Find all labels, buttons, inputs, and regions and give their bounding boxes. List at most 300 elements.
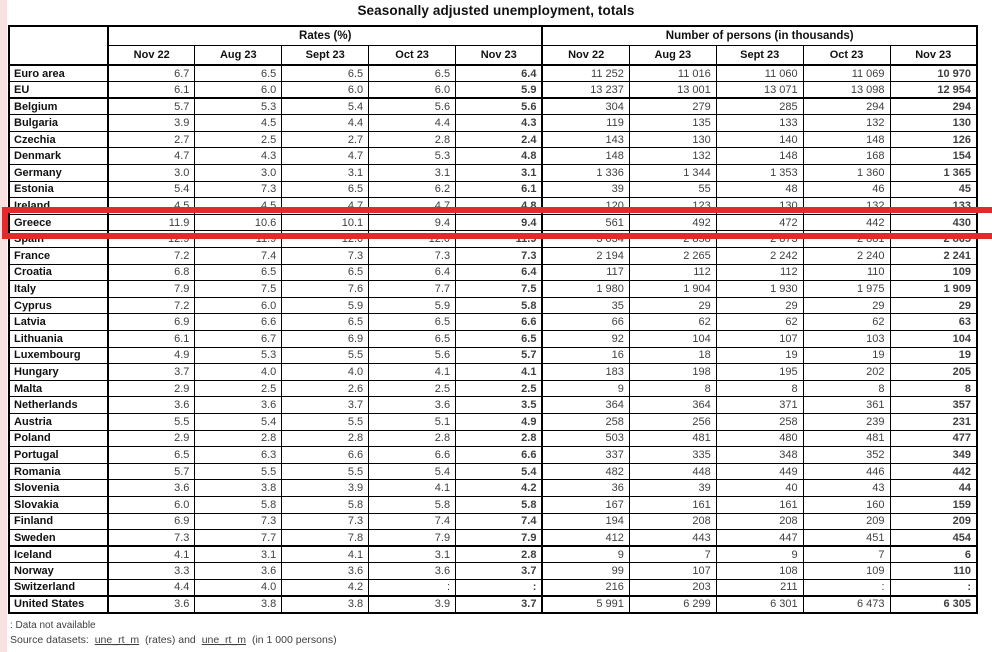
persons-cell-sept-23: 480 <box>716 430 803 447</box>
country-cell: Slovenia <box>9 480 108 497</box>
rates-cell-nov-23: 5.8 <box>456 496 543 513</box>
persons-cell-nov-23: 133 <box>890 198 977 215</box>
period-header-rates-3: Oct 23 <box>369 45 456 65</box>
rates-cell-nov-22: 5.7 <box>108 463 195 480</box>
country-cell: Iceland <box>9 546 108 563</box>
persons-cell-nov-23: 19 <box>890 347 977 364</box>
persons-cell-oct-23: 110 <box>803 264 890 281</box>
persons-cell-nov-23: 12 954 <box>890 82 977 99</box>
persons-cell-nov-23: 357 <box>890 397 977 414</box>
persons-cell-nov-22: 1 980 <box>542 281 629 298</box>
period-header-persons-0: Nov 22 <box>542 45 629 65</box>
persons-cell-nov-22: 304 <box>542 98 629 115</box>
rates-cell-nov-23: 5.6 <box>456 98 543 115</box>
footnote-source-line <box>10 634 337 646</box>
persons-cell-nov-22: 561 <box>542 214 629 231</box>
rates-cell-oct-23: 12.0 <box>369 231 456 248</box>
rates-cell-nov-23: 3.1 <box>456 165 543 182</box>
rates-cell-nov-23: : <box>456 579 543 596</box>
persons-cell-nov-22: 258 <box>542 413 629 430</box>
rates-cell-oct-23: 5.6 <box>369 347 456 364</box>
period-header-rates-4: Nov 23 <box>456 45 543 65</box>
persons-cell-nov-22: 16 <box>542 347 629 364</box>
country-cell: Denmark <box>9 148 108 165</box>
rates-cell-sept-23: 6.5 <box>282 264 369 281</box>
rates-cell-nov-23: 5.4 <box>456 463 543 480</box>
rates-cell-oct-23: 6.2 <box>369 181 456 198</box>
persons-cell-nov-23: 44 <box>890 480 977 497</box>
rates-cell-nov-22: 3.7 <box>108 364 195 381</box>
persons-cell-sept-23: 285 <box>716 98 803 115</box>
rates-cell-aug-23: 3.0 <box>195 165 282 182</box>
rates-cell-nov-23: 4.2 <box>456 480 543 497</box>
rates-cell-sept-23: 7.6 <box>282 281 369 298</box>
table-row-denmark <box>9 148 977 165</box>
left-edge-strip <box>0 0 7 652</box>
rates-cell-aug-23: 3.6 <box>195 563 282 580</box>
persons-cell-nov-23: 154 <box>890 148 977 165</box>
rates-cell-nov-23: 9.4 <box>456 214 543 231</box>
persons-cell-nov-22: 36 <box>542 480 629 497</box>
unemployment-table <box>8 25 978 614</box>
persons-cell-aug-23: 62 <box>629 314 716 331</box>
country-cell: Poland <box>9 430 108 447</box>
persons-cell-sept-23: 8 <box>716 380 803 397</box>
rates-cell-nov-22: 6.8 <box>108 264 195 281</box>
persons-cell-nov-22: 120 <box>542 198 629 215</box>
rates-cell-oct-23: 3.9 <box>369 596 456 613</box>
rates-cell-nov-22: 7.3 <box>108 530 195 547</box>
persons-cell-aug-23: 132 <box>629 148 716 165</box>
persons-cell-nov-23: 29 <box>890 297 977 314</box>
persons-cell-nov-22: 143 <box>542 131 629 148</box>
period-header-persons-4: Nov 23 <box>890 45 977 65</box>
persons-cell-nov-22: 9 <box>542 380 629 397</box>
rates-cell-oct-23: 7.3 <box>369 248 456 265</box>
table-row-bulgaria <box>9 115 977 132</box>
rates-cell-oct-23: 7.4 <box>369 513 456 530</box>
persons-cell-oct-23: 361 <box>803 397 890 414</box>
rates-cell-aug-23: 4.0 <box>195 579 282 596</box>
table-row-malta <box>9 380 977 397</box>
rates-cell-aug-23: 6.3 <box>195 447 282 464</box>
rates-cell-nov-23: 6.4 <box>456 65 543 82</box>
persons-cell-sept-23: 348 <box>716 447 803 464</box>
rates-cell-nov-23: 7.5 <box>456 281 543 298</box>
rates-cell-nov-23: 5.8 <box>456 297 543 314</box>
persons-cell-nov-22: 216 <box>542 579 629 596</box>
persons-cell-nov-22: 117 <box>542 264 629 281</box>
rates-cell-nov-23: 4.8 <box>456 198 543 215</box>
source-dataset-link-rates[interactable]: une_rt_m <box>94 634 140 646</box>
table-row-spain <box>9 231 977 248</box>
persons-cell-nov-23: 442 <box>890 463 977 480</box>
country-cell: France <box>9 248 108 265</box>
rates-cell-nov-23: 6.1 <box>456 181 543 198</box>
persons-cell-sept-23: 48 <box>716 181 803 198</box>
persons-cell-aug-23: 13 001 <box>629 82 716 99</box>
table-row-austria <box>9 413 977 430</box>
rates-cell-nov-22: 5.4 <box>108 181 195 198</box>
rates-cell-oct-23: 7.9 <box>369 530 456 547</box>
rates-cell-sept-23: 4.1 <box>282 546 369 563</box>
table-row-ireland <box>9 198 977 215</box>
corner-cell <box>9 26 108 65</box>
persons-cell-oct-23: 46 <box>803 181 890 198</box>
table-row-slovenia <box>9 480 977 497</box>
persons-cell-oct-23: 29 <box>803 297 890 314</box>
rates-cell-nov-22: 6.7 <box>108 65 195 82</box>
rates-cell-oct-23: 7.7 <box>369 281 456 298</box>
rates-cell-aug-23: 11.9 <box>195 231 282 248</box>
rates-cell-nov-22: 4.7 <box>108 148 195 165</box>
rates-cell-oct-23: 5.3 <box>369 148 456 165</box>
rates-cell-sept-23: 4.2 <box>282 579 369 596</box>
country-cell: Slovakia <box>9 496 108 513</box>
persons-cell-aug-23: 2 858 <box>629 231 716 248</box>
persons-cell-sept-23: 40 <box>716 480 803 497</box>
country-cell: Austria <box>9 413 108 430</box>
country-cell: Switzerland <box>9 579 108 596</box>
rates-cell-nov-23: 7.3 <box>456 248 543 265</box>
persons-cell-nov-22: 13 237 <box>542 82 629 99</box>
persons-cell-oct-23: 2 240 <box>803 248 890 265</box>
persons-cell-sept-23: 195 <box>716 364 803 381</box>
persons-cell-oct-23: 202 <box>803 364 890 381</box>
table-row-germany <box>9 165 977 182</box>
rates-cell-nov-23: 3.7 <box>456 596 543 613</box>
table-row-croatia <box>9 264 977 281</box>
footnote-data-not-available: : Data not available <box>10 620 96 631</box>
persons-cell-sept-23: 208 <box>716 513 803 530</box>
period-header-rates-1: Aug 23 <box>195 45 282 65</box>
persons-cell-nov-23: 231 <box>890 413 977 430</box>
persons-cell-nov-23: 430 <box>890 214 977 231</box>
rates-cell-aug-23: 7.4 <box>195 248 282 265</box>
rates-cell-nov-23: 6.6 <box>456 447 543 464</box>
rates-cell-sept-23: 5.5 <box>282 463 369 480</box>
source-dataset-link-persons[interactable]: une_rt_m <box>201 634 247 646</box>
rates-cell-sept-23: 5.5 <box>282 347 369 364</box>
rates-cell-aug-23: 5.8 <box>195 496 282 513</box>
rates-cell-oct-23: 6.5 <box>369 331 456 348</box>
rates-cell-sept-23: 12.0 <box>282 231 369 248</box>
persons-cell-sept-23: 19 <box>716 347 803 364</box>
rates-cell-nov-22: 3.3 <box>108 563 195 580</box>
persons-cell-nov-23: 8 <box>890 380 977 397</box>
rates-cell-nov-22: 3.6 <box>108 480 195 497</box>
persons-cell-aug-23: 161 <box>629 496 716 513</box>
rates-cell-oct-23: 6.6 <box>369 447 456 464</box>
rates-cell-sept-23: 3.1 <box>282 165 369 182</box>
persons-cell-oct-23: 62 <box>803 314 890 331</box>
persons-cell-aug-23: 18 <box>629 347 716 364</box>
rates-cell-oct-23: 4.4 <box>369 115 456 132</box>
persons-cell-oct-23: 442 <box>803 214 890 231</box>
rates-cell-nov-23: 4.8 <box>456 148 543 165</box>
persons-cell-aug-23: 448 <box>629 463 716 480</box>
persons-cell-sept-23: 62 <box>716 314 803 331</box>
table-row-sweden <box>9 530 977 547</box>
rates-cell-nov-22: 4.5 <box>108 198 195 215</box>
rates-cell-oct-23: 3.1 <box>369 165 456 182</box>
persons-cell-sept-23: 29 <box>716 297 803 314</box>
table-row-italy <box>9 281 977 298</box>
persons-cell-sept-23: 2 873 <box>716 231 803 248</box>
rates-cell-oct-23: 6.5 <box>369 314 456 331</box>
rates-cell-aug-23: 7.3 <box>195 513 282 530</box>
rates-cell-nov-22: 2.9 <box>108 430 195 447</box>
rates-cell-sept-23: 7.3 <box>282 248 369 265</box>
persons-cell-aug-23: 11 016 <box>629 65 716 82</box>
rates-cell-nov-23: 3.7 <box>456 563 543 580</box>
country-cell: Spain <box>9 231 108 248</box>
persons-cell-nov-23: 110 <box>890 563 977 580</box>
rates-cell-oct-23: 5.1 <box>369 413 456 430</box>
persons-cell-aug-23: 55 <box>629 181 716 198</box>
persons-cell-nov-23: 63 <box>890 314 977 331</box>
rates-cell-aug-23: 7.5 <box>195 281 282 298</box>
persons-cell-oct-23: 239 <box>803 413 890 430</box>
persons-cell-aug-23: 335 <box>629 447 716 464</box>
persons-cell-oct-23: 13 098 <box>803 82 890 99</box>
table-row-greece <box>9 214 977 231</box>
rates-cell-sept-23: 4.7 <box>282 198 369 215</box>
rates-cell-oct-23: 2.8 <box>369 430 456 447</box>
rates-cell-oct-23: 3.6 <box>369 397 456 414</box>
table-row-eu <box>9 82 977 99</box>
rates-cell-nov-22: 6.9 <box>108 314 195 331</box>
persons-cell-nov-22: 167 <box>542 496 629 513</box>
rates-cell-nov-22: 3.6 <box>108 596 195 613</box>
rates-cell-aug-23: 3.1 <box>195 546 282 563</box>
rates-cell-sept-23: 4.4 <box>282 115 369 132</box>
persons-cell-aug-23: 104 <box>629 331 716 348</box>
persons-cell-nov-23: 294 <box>890 98 977 115</box>
rates-cell-sept-23: 5.9 <box>282 297 369 314</box>
rates-cell-sept-23: 2.6 <box>282 380 369 397</box>
table-row-euro-area <box>9 65 977 82</box>
persons-cell-sept-23: 11 060 <box>716 65 803 82</box>
persons-cell-oct-23: 352 <box>803 447 890 464</box>
country-cell: Latvia <box>9 314 108 331</box>
persons-cell-nov-22: 66 <box>542 314 629 331</box>
persons-cell-oct-23: 294 <box>803 98 890 115</box>
persons-cell-aug-23: 256 <box>629 413 716 430</box>
rates-cell-nov-23: 2.8 <box>456 430 543 447</box>
table-row-france <box>9 248 977 265</box>
persons-cell-nov-22: 1 336 <box>542 165 629 182</box>
rates-cell-oct-23: 6.0 <box>369 82 456 99</box>
rates-cell-sept-23: 5.8 <box>282 496 369 513</box>
table-row-switzerland <box>9 579 977 596</box>
persons-cell-nov-22: 148 <box>542 148 629 165</box>
table-row-norway <box>9 563 977 580</box>
period-header-persons-3: Oct 23 <box>803 45 890 65</box>
country-cell: Germany <box>9 165 108 182</box>
persons-cell-nov-22: 92 <box>542 331 629 348</box>
table-row-estonia <box>9 181 977 198</box>
persons-cell-sept-23: 1 353 <box>716 165 803 182</box>
country-cell: Croatia <box>9 264 108 281</box>
persons-cell-aug-23: 203 <box>629 579 716 596</box>
rates-cell-nov-22: 7.2 <box>108 248 195 265</box>
rates-cell-aug-23: 7.3 <box>195 181 282 198</box>
country-cell: Norway <box>9 563 108 580</box>
country-cell: Lithuania <box>9 331 108 348</box>
persons-cell-aug-23: 1 344 <box>629 165 716 182</box>
rates-cell-nov-23: 5.9 <box>456 82 543 99</box>
rates-cell-oct-23: 3.1 <box>369 546 456 563</box>
rates-cell-sept-23: 6.5 <box>282 65 369 82</box>
rates-cell-oct-23: 5.9 <box>369 297 456 314</box>
persons-cell-aug-23: 112 <box>629 264 716 281</box>
country-cell: Euro area <box>9 65 108 82</box>
persons-cell-sept-23: 371 <box>716 397 803 414</box>
table-row-united-states <box>9 596 977 613</box>
persons-cell-sept-23: 1 930 <box>716 281 803 298</box>
persons-cell-sept-23: 108 <box>716 563 803 580</box>
persons-cell-oct-23: 19 <box>803 347 890 364</box>
persons-cell-sept-23: 13 071 <box>716 82 803 99</box>
rates-cell-aug-23: 4.0 <box>195 364 282 381</box>
table-row-czechia <box>9 131 977 148</box>
persons-cell-aug-23: 492 <box>629 214 716 231</box>
persons-cell-nov-22: 11 252 <box>542 65 629 82</box>
rates-cell-aug-23: 2.5 <box>195 131 282 148</box>
rates-cell-nov-23: 2.5 <box>456 380 543 397</box>
persons-cell-nov-22: 9 <box>542 546 629 563</box>
rates-cell-aug-23: 6.5 <box>195 264 282 281</box>
country-cell: Ireland <box>9 198 108 215</box>
rates-cell-oct-23: 6.5 <box>369 65 456 82</box>
persons-cell-aug-23: 2 265 <box>629 248 716 265</box>
persons-cell-oct-23: : <box>803 579 890 596</box>
persons-cell-aug-23: 29 <box>629 297 716 314</box>
persons-cell-aug-23: 279 <box>629 98 716 115</box>
persons-cell-oct-23: 109 <box>803 563 890 580</box>
rates-cell-sept-23: 6.5 <box>282 314 369 331</box>
rates-cell-aug-23: 5.5 <box>195 463 282 480</box>
rates-cell-nov-22: 3.9 <box>108 115 195 132</box>
period-header-persons-1: Aug 23 <box>629 45 716 65</box>
rates-cell-nov-22: 6.9 <box>108 513 195 530</box>
rates-cell-nov-23: 7.9 <box>456 530 543 547</box>
persons-cell-sept-23: 449 <box>716 463 803 480</box>
persons-cell-sept-23: 258 <box>716 413 803 430</box>
rates-cell-aug-23: 6.5 <box>195 65 282 82</box>
rates-cell-nov-23: 4.9 <box>456 413 543 430</box>
persons-cell-oct-23: 481 <box>803 430 890 447</box>
table-row-hungary <box>9 364 977 381</box>
persons-cell-sept-23: 148 <box>716 148 803 165</box>
rates-cell-aug-23: 5.3 <box>195 98 282 115</box>
rates-cell-aug-23: 6.0 <box>195 82 282 99</box>
rates-cell-sept-23: 6.0 <box>282 82 369 99</box>
rates-cell-sept-23: 4.0 <box>282 364 369 381</box>
rates-cell-sept-23: 7.8 <box>282 530 369 547</box>
rates-cell-nov-23: 4.3 <box>456 115 543 132</box>
persons-cell-oct-23: 103 <box>803 331 890 348</box>
rates-cell-aug-23: 6.6 <box>195 314 282 331</box>
persons-cell-nov-23: 109 <box>890 264 977 281</box>
rates-cell-nov-23: 7.4 <box>456 513 543 530</box>
country-cell: United States <box>9 596 108 613</box>
rates-cell-nov-22: 6.0 <box>108 496 195 513</box>
rates-cell-sept-23: 6.5 <box>282 181 369 198</box>
rates-cell-sept-23: 2.7 <box>282 131 369 148</box>
rates-cell-sept-23: 5.5 <box>282 413 369 430</box>
country-cell: Italy <box>9 281 108 298</box>
persons-cell-nov-23: 1 909 <box>890 281 977 298</box>
table-row-netherlands <box>9 397 977 414</box>
rates-cell-nov-22: 5.7 <box>108 98 195 115</box>
rates-cell-aug-23: 4.5 <box>195 115 282 132</box>
persons-cell-sept-23: 107 <box>716 331 803 348</box>
table-row-portugal <box>9 447 977 464</box>
persons-cell-nov-23: 6 305 <box>890 596 977 613</box>
country-cell: Estonia <box>9 181 108 198</box>
rates-cell-nov-23: 11.9 <box>456 231 543 248</box>
persons-cell-oct-23: 168 <box>803 148 890 165</box>
persons-cell-oct-23: 2 881 <box>803 231 890 248</box>
rates-cell-sept-23: 3.8 <box>282 596 369 613</box>
country-cell: Romania <box>9 463 108 480</box>
persons-cell-nov-22: 337 <box>542 447 629 464</box>
persons-cell-nov-22: 119 <box>542 115 629 132</box>
persons-cell-nov-22: 482 <box>542 463 629 480</box>
persons-cell-nov-22: 503 <box>542 430 629 447</box>
page-title: Seasonally adjusted unemployment, totals <box>357 3 635 18</box>
persons-cell-nov-23: 209 <box>890 513 977 530</box>
persons-cell-sept-23: 2 242 <box>716 248 803 265</box>
persons-cell-aug-23: 39 <box>629 480 716 497</box>
rates-cell-sept-23: 6.9 <box>282 331 369 348</box>
persons-cell-sept-23: 140 <box>716 131 803 148</box>
country-cell: Cyprus <box>9 297 108 314</box>
rates-cell-oct-23: 2.8 <box>369 131 456 148</box>
rates-cell-sept-23: 2.8 <box>282 430 369 447</box>
persons-cell-nov-23: 104 <box>890 331 977 348</box>
period-header-rates-0: Nov 22 <box>108 45 195 65</box>
persons-cell-nov-22: 364 <box>542 397 629 414</box>
persons-cell-oct-23: 1 975 <box>803 281 890 298</box>
col-group-persons: Number of persons (in thousands) <box>542 26 977 45</box>
table-row-poland <box>9 430 977 447</box>
persons-cell-aug-23: 481 <box>629 430 716 447</box>
country-cell: Finland <box>9 513 108 530</box>
rates-cell-nov-23: 4.1 <box>456 364 543 381</box>
persons-cell-nov-23: 454 <box>890 530 977 547</box>
persons-cell-nov-23: 2 865 <box>890 231 977 248</box>
country-cell: Portugal <box>9 447 108 464</box>
rates-cell-nov-22: 6.1 <box>108 331 195 348</box>
country-cell: Hungary <box>9 364 108 381</box>
rates-cell-sept-23: 3.9 <box>282 480 369 497</box>
persons-cell-nov-23: 349 <box>890 447 977 464</box>
persons-cell-nov-22: 39 <box>542 181 629 198</box>
persons-cell-sept-23: 130 <box>716 198 803 215</box>
persons-cell-nov-22: 194 <box>542 513 629 530</box>
persons-cell-oct-23: 446 <box>803 463 890 480</box>
persons-cell-oct-23: 8 <box>803 380 890 397</box>
rates-cell-sept-23: 4.7 <box>282 148 369 165</box>
persons-cell-aug-23: 8 <box>629 380 716 397</box>
persons-cell-oct-23: 160 <box>803 496 890 513</box>
col-group-rates: Rates (%) <box>108 26 542 45</box>
rates-cell-oct-23: 4.7 <box>369 198 456 215</box>
table-row-cyprus <box>9 297 977 314</box>
